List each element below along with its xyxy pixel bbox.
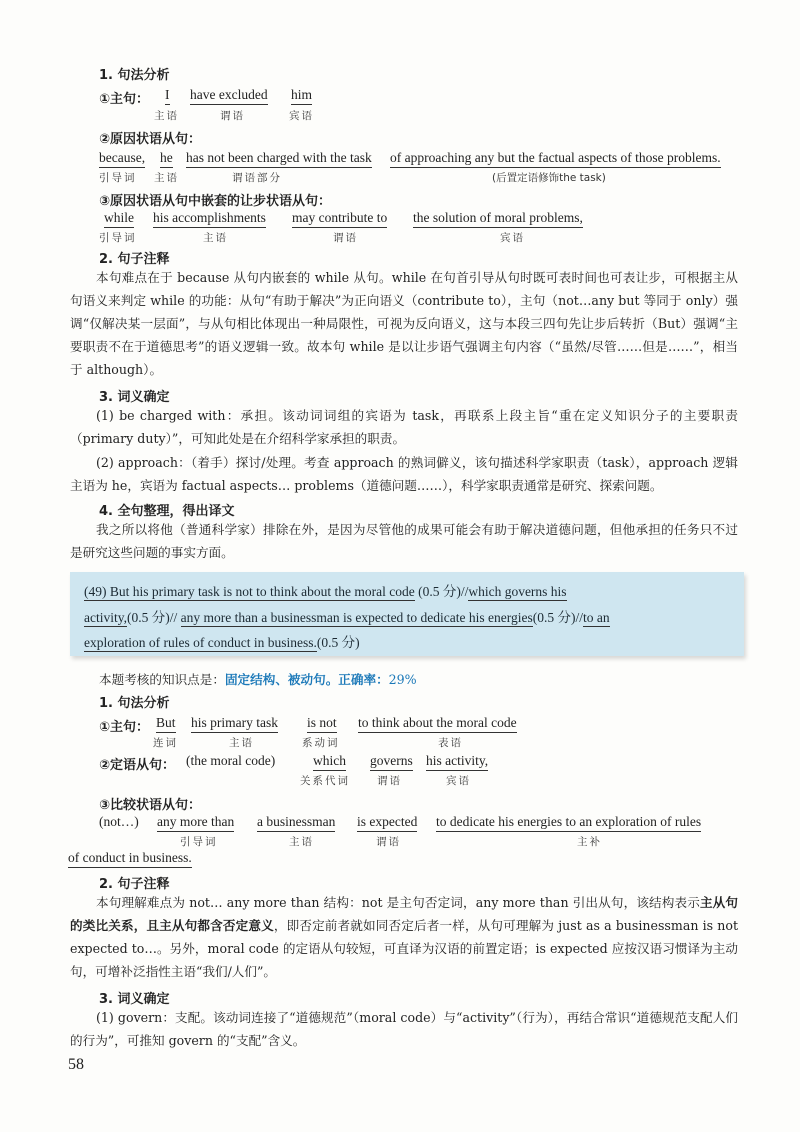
score-1: (0.5 分)// bbox=[418, 584, 469, 599]
main2-predicative: to think about the moral code bbox=[358, 715, 517, 733]
heading-sentence-notes: 2. 句子注释 bbox=[99, 252, 170, 267]
label-object: 宾语 bbox=[446, 775, 471, 787]
heading-syntax-analysis-2: 1. 句法分析 bbox=[99, 696, 170, 711]
main-subject: I bbox=[165, 87, 170, 105]
note-text-bold: 主从句的类比关系，且主从句都含否定意义 bbox=[70, 895, 738, 933]
segment-1: (49) But his primary task is not to think about the moral code bbox=[84, 584, 415, 599]
reason-postmodifier: of approaching any but the factual aspects of those problems. bbox=[390, 150, 721, 168]
vocab-item-2: (2) approach：（着手）探讨/处理。考查 approach 的熟词僻义，该句描述科学家职责（task），approach 逻辑主语为 he，宾语为 factual aspects… problems（道德问题……），科学家职责通常是研究、探索问题。 bbox=[70, 455, 738, 493]
label-postmodifier: (后置定语修饰the task) bbox=[492, 172, 606, 184]
comp-complement-cont: of conduct in business. bbox=[68, 850, 192, 868]
question-49-box bbox=[70, 572, 744, 656]
score-2: (0.5 分)// bbox=[127, 610, 178, 625]
segment-3: any more than a businessman is expected to dedicate his energies bbox=[180, 610, 533, 625]
comp-pre: (not…) bbox=[99, 814, 139, 829]
segment-2-end: activity, bbox=[84, 610, 127, 625]
question-line-3 bbox=[84, 631, 360, 651]
segment-2-start: which governs his bbox=[468, 584, 567, 599]
vocab2-item-1: (1) govern：支配。该动词连接了“道德规范”（moral code）与“activity”（行为），再结合常识“道德规范支配人们的行为”，可推知 govern 的“支配”含义。 bbox=[70, 1010, 738, 1048]
conc-predicate: may contribute to bbox=[292, 210, 387, 228]
sub-attributive-clause: ②定语从句： bbox=[99, 758, 176, 773]
rate-value: 29% bbox=[388, 672, 417, 687]
main-object: him bbox=[291, 87, 312, 105]
label-conjunction: 引导词 bbox=[99, 172, 137, 184]
label-predicate: 谓语 bbox=[220, 110, 245, 122]
attr-predicate: governs bbox=[370, 753, 413, 771]
knowledge-points bbox=[99, 669, 417, 688]
sub-main-clause-2: ①主句： bbox=[99, 720, 150, 735]
heading-sentence-notes-2: 2. 句子注释 bbox=[99, 877, 170, 892]
note-paragraph-2 bbox=[70, 891, 738, 983]
label-subject: 主语 bbox=[154, 110, 179, 122]
main2-subject: his primary task bbox=[191, 715, 278, 733]
score-4: (0.5 分) bbox=[316, 635, 360, 650]
heading-translation: 4. 全句整理，得出译文 bbox=[99, 504, 235, 519]
reason-predicate: has not been charged with the task bbox=[186, 150, 372, 168]
label-subject: 主语 bbox=[229, 737, 254, 749]
note-text-a: 本句理解难点为 not… any more than 结构：not 是主句否定词，any more than 引出从句，该结构表示 bbox=[96, 895, 700, 910]
main2-conjunction: But bbox=[156, 715, 176, 733]
conc-conjunction: while bbox=[104, 210, 134, 228]
points-value: 固定结构、被动句。 bbox=[224, 672, 339, 687]
label-predicative: 表语 bbox=[438, 737, 463, 749]
label-object: 宾语 bbox=[289, 110, 314, 122]
label-relative-pronoun: 关系代词 bbox=[300, 775, 350, 787]
attr-object: his activity, bbox=[426, 753, 488, 771]
sub-concession-clause: ③原因状语从句中嵌套的让步状语从句： bbox=[99, 194, 332, 209]
sub-main-clause: ①主句： bbox=[99, 92, 150, 107]
note-text-b: ，即否定前者就如同否定后者一样，从句可理解为 just as a businessman is not expected to…。另外，moral code 的定语从句较短，可直译为汉语的前置定语；is expected 应按汉语习惯译为主动句，可增补泛指性主语“我们/人们”。 bbox=[70, 918, 738, 979]
label-predicate: 谓语 bbox=[377, 775, 402, 787]
main2-linking-verb: is not bbox=[307, 715, 337, 733]
attr-antecedent: (the moral code) bbox=[186, 753, 276, 768]
attr-relative-pronoun: which bbox=[313, 753, 346, 771]
comp-predicate: is expected bbox=[357, 814, 417, 832]
label-predicate-part: 谓语部分 bbox=[232, 172, 282, 184]
rate-label: 正确率： bbox=[338, 672, 389, 687]
label-complement: 主补 bbox=[577, 836, 602, 848]
points-prefix: 本题考核的知识点是： bbox=[99, 672, 225, 687]
conc-object: the solution of moral problems, bbox=[413, 210, 583, 228]
label-subject: 主语 bbox=[203, 232, 228, 244]
label-conjunction: 连词 bbox=[153, 737, 178, 749]
comp-subject: a businessman bbox=[257, 814, 335, 832]
question-line-1 bbox=[84, 580, 567, 600]
conc-subject: his accomplishments bbox=[153, 210, 266, 228]
comp-complement: to dedicate his energies to an exploration of rules bbox=[436, 814, 701, 832]
score-3: (0.5 分)// bbox=[532, 610, 584, 625]
label-predicate: 谓语 bbox=[376, 836, 401, 848]
sub-comparative-clause: ③比较状语从句： bbox=[99, 798, 202, 813]
label-conjunction: 引导词 bbox=[180, 836, 218, 848]
page-number: 58 bbox=[68, 1056, 84, 1073]
label-subject: 主语 bbox=[154, 172, 179, 184]
vocab-item-1: (1) be charged with：承担。该动词词组的宾语为 task，再联系上段主旨“重在定义知识分子的主要职责（primary duty）”，可知此处是在介绍科学家承担的职责。 bbox=[70, 408, 738, 446]
heading-syntax-analysis: 1. 句法分析 bbox=[99, 68, 170, 83]
main-predicate: have excluded bbox=[190, 87, 268, 105]
comp-conjunction: any more than bbox=[157, 814, 234, 832]
heading-vocabulary-2: 3. 词义确定 bbox=[99, 992, 170, 1007]
label-predicate: 谓语 bbox=[333, 232, 358, 244]
translation-paragraph: 我之所以将他（普通科学家）排除在外，是因为尽管他的成果可能会有助于解决道德问题，但他承担的任务只不过是研究这些问题的事实方面。 bbox=[70, 522, 738, 560]
question-line-2 bbox=[84, 606, 610, 626]
label-conjunction: 引导词 bbox=[99, 232, 137, 244]
segment-4-end: exploration of rules of conduct in business. bbox=[84, 635, 317, 650]
label-linking-verb: 系动词 bbox=[302, 737, 340, 749]
sub-reason-clause: ②原因状语从句： bbox=[99, 132, 202, 147]
reason-subject: he bbox=[160, 150, 173, 168]
note-paragraph: 本句难点在于 because 从句内嵌套的 while 从句。while 在句首引导从句时既可表时间也可表让步，可根据主从句语义来判定 while 的功能：从句“有助于解决”为正向语义（contribute to），主句（not…any but 等同于 only）强调“仅解决某一层面”，与从句相比体现出一种局限性，可视为反向语义，这与本段三四句先让步后转折（But）强调“主要职责不在于道德思考”的语义逻辑一致。故本句 while 是以让步语气强调主句内容（“虽然/尽管……但是……”，相当于 although）。 bbox=[70, 270, 738, 377]
segment-4-start: to an bbox=[583, 610, 610, 625]
label-subject: 主语 bbox=[289, 836, 314, 848]
label-object: 宾语 bbox=[500, 232, 525, 244]
heading-vocabulary: 3. 词义确定 bbox=[99, 390, 170, 405]
reason-conjunction: because, bbox=[99, 150, 145, 168]
